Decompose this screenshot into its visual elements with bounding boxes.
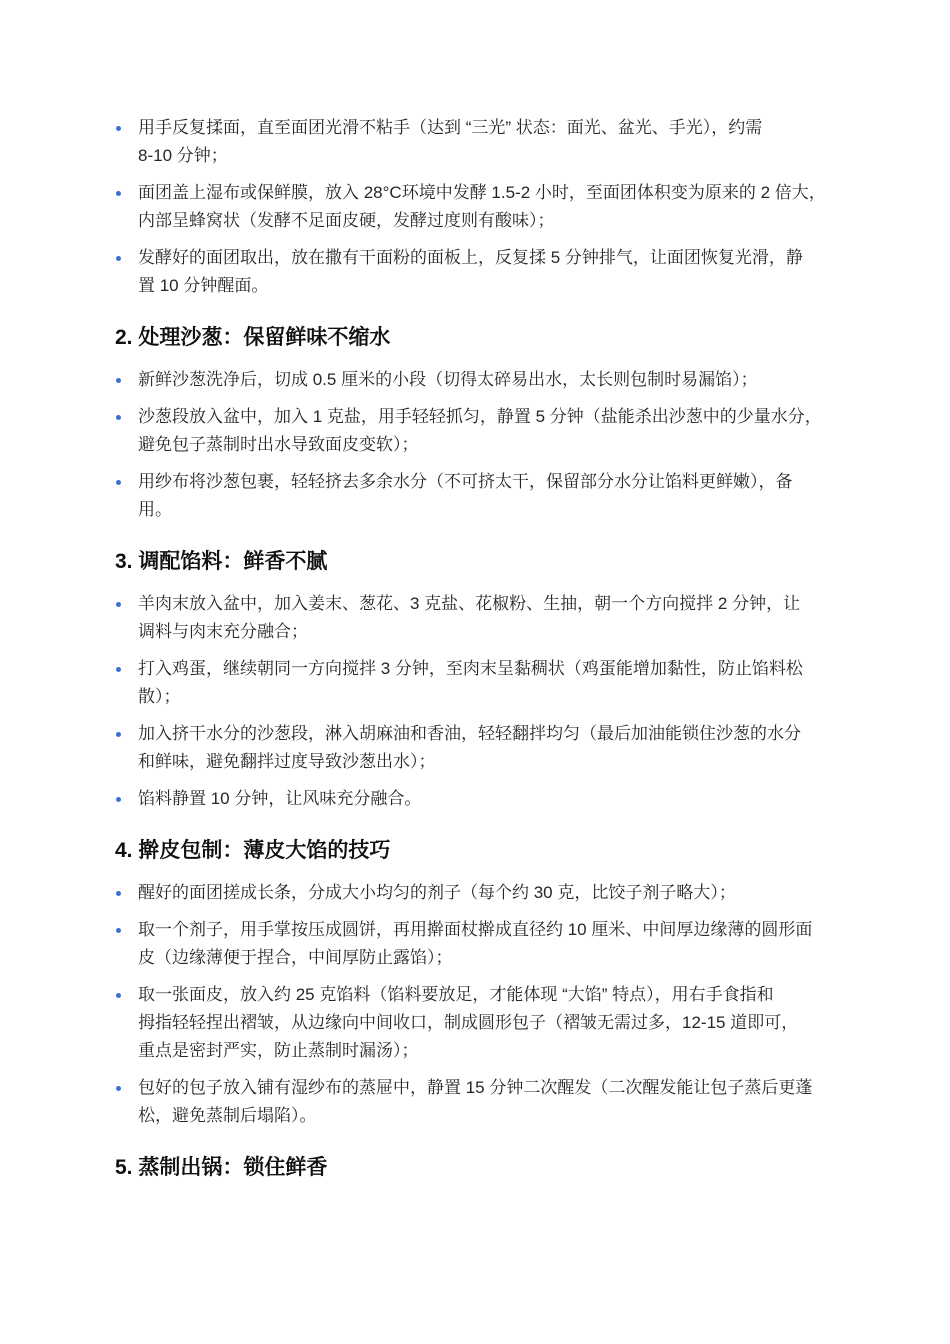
list-item-text-line: 取一张面皮，放入约 25 克馅料（馅料要放足，才能体现 “大馅” 特点），用右手食指和: [138, 985, 774, 1004]
bullet-dot: [116, 1086, 121, 1091]
bullet-dot: [116, 256, 121, 261]
bullet-dot: [116, 797, 121, 802]
list-item-text-line: 打入鸡蛋，继续朝同一方向搅拌 3 分钟，至肉末呈黏稠状（鸡蛋能增加黏性，防止馅料松: [138, 659, 803, 678]
list-item-text-line: 8-10 分钟；: [138, 146, 228, 165]
bullet-dot: [116, 191, 121, 196]
bullet-dot: [116, 891, 121, 896]
bullet-dot: [116, 480, 121, 485]
list-item: [115, 468, 855, 524]
list-item: [115, 403, 855, 459]
list-item: [115, 366, 855, 394]
bullet-dot: [116, 667, 121, 672]
list-item: [115, 590, 855, 646]
bullet-dot: [116, 993, 121, 998]
list-item-text-line: 羊肉末放入盆中，加入姜末、葱花、3 克盐、花椒粉、生抽，朝一个方向搅拌 2 分钟，让: [138, 594, 801, 613]
list-item-text-line: 避免包子蒸制时出水导致面皮变软）；: [138, 435, 419, 454]
list-item-text-line: 用纱布将沙葱包裹，轻轻挤去多余水分（不可挤太干，保留部分水分让馅料更鲜嫩），备: [138, 472, 793, 491]
list-item-text-line: 加入挤干水分的沙葱段，淋入胡麻油和香油，轻轻翻拌均匀（最后加油能锁住沙葱的水分: [138, 724, 801, 743]
bullet-list: [115, 114, 855, 300]
list-item: [115, 879, 855, 907]
list-item: [115, 785, 855, 813]
list-item-text-line: 用手反复揉面，直至面团光滑不粘手（达到 “三光” 状态：面光、盆光、手光），约需: [138, 118, 763, 137]
bullet-list: [115, 590, 855, 813]
section-heading: 4. 擀皮包制：薄皮大馅的技巧: [115, 839, 391, 862]
list-item: [115, 114, 855, 170]
document-body: [115, 114, 855, 1196]
list-item-text-line: 取一个剂子，用手掌按压成圆饼，再用擀面杖擀成直径约 10 厘米、中间厚边缘薄的圆形面: [138, 920, 813, 939]
list-item-text-line: 面团盖上湿布或保鲜膜，放入 28°C环境中发酵 1.5-2 小时，至面团体积变为原来的 2 倍大，: [138, 183, 826, 202]
bullet-dot: [116, 378, 121, 383]
section-heading: 3. 调配馅料：鲜香不腻: [115, 550, 328, 573]
list-item: [115, 720, 855, 776]
list-item: [115, 179, 855, 235]
bullet-dot: [116, 732, 121, 737]
list-item: [115, 981, 855, 1065]
list-item-text-line: 置 10 分钟醒面。: [138, 276, 269, 295]
list-item-text-line: 新鲜沙葱洗净后，切成 0.5 厘米的小段（切得太碎易出水，太长则包制时易漏馅）；: [138, 370, 758, 389]
list-item-text-line: 用。: [138, 500, 172, 519]
list-item-text-line: 散）；: [138, 687, 181, 706]
bullet-dot: [116, 928, 121, 933]
bullet-dot: [116, 415, 121, 420]
list-item-text-line: 调料与肉末充分融合；: [138, 622, 308, 641]
list-item-text-line: 和鲜味，避免翻拌过度导致沙葱出水）；: [138, 752, 436, 771]
bullet-dot: [116, 602, 121, 607]
list-item-text-line: 内部呈蜂窝状（发酵不足面皮硬，发酵过度则有酸味）；: [138, 211, 555, 230]
bullet-dot: [116, 126, 121, 131]
list-item-text-line: 沙葱段放入盆中，加入 1 克盐，用手轻轻抓匀，静置 5 分钟（盐能杀出沙葱中的少量水分，: [138, 407, 822, 426]
list-item-text-line: 包好的包子放入铺有湿纱布的蒸屉中，静置 15 分钟二次醒发（二次醒发能让包子蒸后更蓬: [138, 1078, 813, 1097]
section-heading: 2. 处理沙葱：保留鲜味不缩水: [115, 326, 391, 349]
list-item: [115, 1074, 855, 1130]
section-heading: 5. 蒸制出锅：锁住鲜香: [115, 1156, 328, 1179]
list-item: [115, 244, 855, 300]
list-item-text-line: 醒好的面团搓成长条，分成大小均匀的剂子（每个约 30 克，比饺子剂子略大）；: [138, 883, 736, 902]
list-item: [115, 655, 855, 711]
list-item-text-line: 拇指轻轻捏出褶皱，从边缘向中间收口，制成圆形包子（褶皱无需过多，12-15 道即可，: [138, 1013, 799, 1032]
bullet-list: [115, 879, 855, 1130]
list-item: [115, 916, 855, 972]
list-item-text-line: 皮（边缘薄便于捏合，中间厚防止露馅）；: [138, 948, 453, 967]
list-item-text-line: 发酵好的面团取出，放在撒有干面粉的面板上，反复揉 5 分钟排气，让面团恢复光滑，静: [138, 248, 803, 267]
list-item-text-line: 重点是密封严实，防止蒸制时漏汤）；: [138, 1041, 419, 1060]
list-item-text-line: 馅料静置 10 分钟，让风味充分融合。: [138, 789, 422, 808]
bullet-list: [115, 366, 855, 524]
list-item-text-line: 松，避免蒸制后塌陷）。: [138, 1106, 317, 1125]
